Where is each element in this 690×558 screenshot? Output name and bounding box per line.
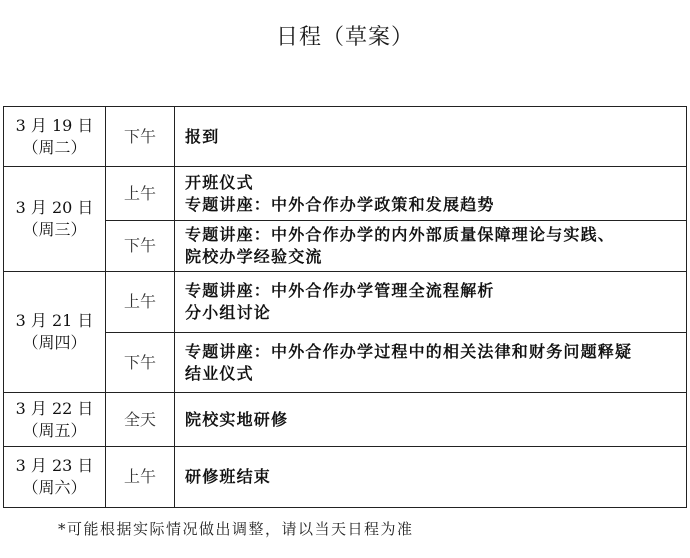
agenda-item: 专题讲座：中外合作办学过程中的相关法律和财务问题释疑 — [185, 341, 633, 361]
agenda-item: 分小组讨论 — [185, 303, 272, 322]
table-row — [4, 107, 687, 167]
content-cell — [175, 107, 687, 167]
schedule-table — [3, 106, 687, 508]
weekday-label: （周四） — [22, 333, 87, 352]
date-cell — [4, 107, 106, 167]
content-cell — [175, 393, 687, 447]
date-label: 3 月 20 日 — [15, 198, 94, 217]
date-cell — [4, 393, 106, 447]
weekday-label: （周三） — [22, 220, 87, 239]
agenda-item: 报到 — [185, 126, 220, 146]
period-cell: 上午 — [106, 447, 175, 508]
period-cell: 上午 — [106, 167, 175, 221]
weekday-label: （周六） — [22, 478, 87, 497]
weekday-label: （周二） — [22, 137, 87, 157]
date-label: 3 月 19 日 — [15, 115, 94, 135]
agenda-item: 研修班结束 — [185, 467, 272, 486]
date-label: 3 月 21 日 — [15, 311, 94, 330]
agenda-item: 开班仪式 — [185, 172, 254, 192]
date-label: 3 月 23 日 — [15, 456, 94, 475]
agenda-item: 院校实地研修 — [185, 409, 289, 429]
table-row — [4, 272, 687, 333]
period-cell: 下午 — [106, 107, 175, 167]
agenda-item: 专题讲座：中外合作办学的内外部质量保障理论与实践、 — [185, 225, 616, 244]
content-cell — [175, 221, 687, 272]
table-row — [4, 221, 687, 272]
table-row — [4, 167, 687, 221]
agenda-item: 专题讲座：中外合作办学政策和发展趋势 — [185, 194, 495, 214]
content-cell — [175, 272, 687, 333]
content-cell — [175, 447, 687, 508]
period-cell: 上午 — [106, 272, 175, 333]
content-cell — [175, 167, 687, 221]
page-title: 日程（草案） — [275, 25, 414, 50]
date-label: 3 月 22 日 — [15, 398, 94, 418]
date-cell — [4, 447, 106, 508]
content-cell — [175, 333, 687, 393]
table-row — [4, 447, 687, 508]
period-cell: 全天 — [106, 393, 175, 447]
period-cell: 下午 — [106, 221, 175, 272]
table-row — [4, 393, 687, 447]
date-cell — [4, 272, 106, 393]
agenda-item: 院校办学经验交流 — [185, 247, 323, 266]
footnote: *可能根据实际情况做出调整，请以当天日程为准 — [58, 520, 414, 538]
agenda-item: 结业仪式 — [185, 363, 254, 383]
period-cell: 下午 — [106, 333, 175, 393]
table-row — [4, 333, 687, 393]
date-cell — [4, 167, 106, 272]
agenda-item: 专题讲座：中外合作办学管理全流程解析 — [185, 281, 495, 300]
weekday-label: （周五） — [22, 420, 87, 440]
